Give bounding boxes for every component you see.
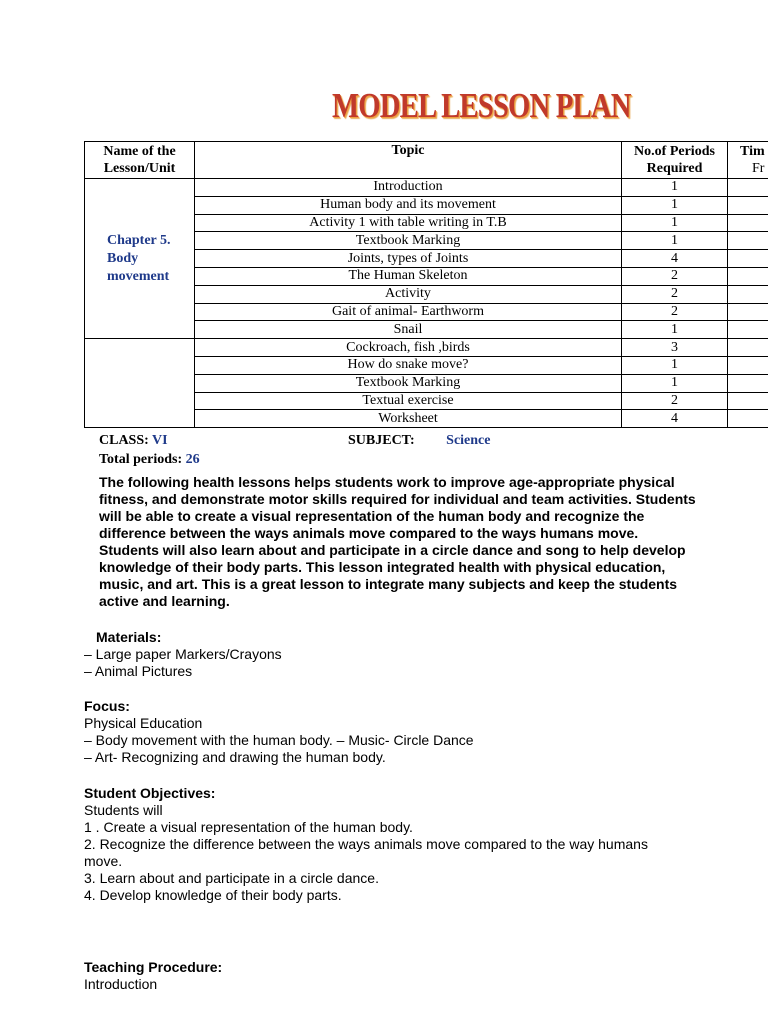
topic-cell: Textbook Marking <box>195 374 622 392</box>
periods-cell: 4 <box>622 250 728 268</box>
periods-cell: 2 <box>622 267 728 285</box>
unit-empty-cell <box>85 339 195 428</box>
time-cell <box>728 285 768 303</box>
topic-cell: Worksheet <box>195 410 622 428</box>
time-cell <box>728 250 768 268</box>
total-label: Total periods: <box>99 452 183 467</box>
periods-cell: 2 <box>622 392 728 410</box>
topic-cell: Joints, types of Joints <box>195 250 622 268</box>
topic-cell: Activity <box>195 285 622 303</box>
header-topic: Topic <box>195 142 622 179</box>
class-label: CLASS: <box>99 433 149 448</box>
periods-cell: 2 <box>622 303 728 321</box>
objective-line: 4. Develop knowledge of their body parts. <box>84 887 342 903</box>
periods-cell: 3 <box>622 339 728 357</box>
materials-item: – Large paper Markers/Crayons <box>84 646 282 662</box>
focus-line: Physical Education <box>84 715 203 731</box>
time-cell <box>728 196 768 214</box>
procedure-line: Introduction <box>84 976 158 992</box>
time-cell <box>728 303 768 321</box>
time-cell <box>728 339 768 357</box>
objective-line: Students will <box>84 802 163 818</box>
class-info <box>99 433 168 449</box>
objective-line: 2. Recognize the difference between the ways animals move compared to the way humans move. <box>84 836 648 869</box>
topic-cell: Snail <box>195 321 622 339</box>
topic-cell: Cockroach, fish ,birds <box>195 339 622 357</box>
topic-cell: Introduction <box>195 179 622 197</box>
periods-cell: 1 <box>622 356 728 374</box>
periods-cell: 2 <box>622 285 728 303</box>
periods-cell: 1 <box>622 321 728 339</box>
periods-cell: 4 <box>622 410 728 428</box>
table-header-row <box>85 142 768 179</box>
time-cell <box>728 214 768 232</box>
topic-cell: The Human Skeleton <box>195 267 622 285</box>
periods-cell: 1 <box>622 214 728 232</box>
periods-cell: 1 <box>622 196 728 214</box>
total-value: 26 <box>185 452 200 467</box>
topic-cell: Activity 1 with table writing in T.B <box>195 214 622 232</box>
header-time-bottom: Fr <box>752 161 765 176</box>
time-cell <box>728 179 768 197</box>
subject-label: SUBJECT: <box>348 433 415 448</box>
time-cell <box>728 410 768 428</box>
focus-line: – Body movement with the human body. – Music- Circle Dance <box>84 732 474 748</box>
time-cell <box>728 356 768 374</box>
objective-line: 1 . Create a visual representation of the human body. <box>84 819 413 835</box>
materials-heading: Materials: <box>96 629 162 645</box>
table-row <box>85 179 768 197</box>
total-periods <box>99 452 200 468</box>
time-cell <box>728 232 768 250</box>
objectives-section <box>84 785 674 904</box>
class-value: VI <box>152 433 168 448</box>
periods-cell: 1 <box>622 232 728 250</box>
subject-value: Science <box>446 433 491 448</box>
lesson-description: The following health lessons helps students work to improve age-appropriate physical fitness, and demonstrate motor skills required for individual and team activities. Students will be able to create a visual representation of the human body and recognize the difference between the ways animals move compared to the ways humans move. Students will also learn about and participate in a circle dance and song to help develop knowledge of their body parts. This lesson integrated health with physical education, music, and art. This is a great lesson to integrate many subjects and keep the students active and learning. <box>99 474 696 609</box>
time-cell <box>728 267 768 285</box>
lesson-plan-table <box>84 141 768 428</box>
time-cell <box>728 392 768 410</box>
focus-section <box>84 698 744 766</box>
time-cell <box>728 374 768 392</box>
table-row <box>85 339 768 357</box>
procedure-heading: Teaching Procedure: <box>84 959 223 975</box>
objective-line: 3. Learn about and participate in a circle dance. <box>84 870 379 886</box>
subject-info <box>348 433 490 449</box>
topic-cell: Gait of animal- Earthworm <box>195 303 622 321</box>
time-cell <box>728 321 768 339</box>
page-title: MODEL LESSON PLAN <box>332 86 631 125</box>
topic-cell: How do snake move? <box>195 356 622 374</box>
periods-cell: 1 <box>622 374 728 392</box>
materials-section <box>84 629 744 680</box>
focus-line: – Art- Recognizing and drawing the human body. <box>84 749 386 765</box>
objectives-heading: Student Objectives: <box>84 785 216 801</box>
procedure-section <box>84 959 744 993</box>
header-periods: No.of Periods Required <box>622 142 728 179</box>
focus-heading: Focus: <box>84 698 130 714</box>
topic-cell: Human body and its movement <box>195 196 622 214</box>
periods-cell: 1 <box>622 179 728 197</box>
header-unit: Name of the Lesson/Unit <box>85 142 195 179</box>
materials-item: – Animal Pictures <box>84 663 193 679</box>
header-time <box>728 142 768 179</box>
topic-cell: Textual exercise <box>195 392 622 410</box>
header-time-top: Tim <box>740 144 765 159</box>
topic-cell: Textbook Marking <box>195 232 622 250</box>
unit-name-cell: Chapter 5. Body movement <box>85 179 195 339</box>
